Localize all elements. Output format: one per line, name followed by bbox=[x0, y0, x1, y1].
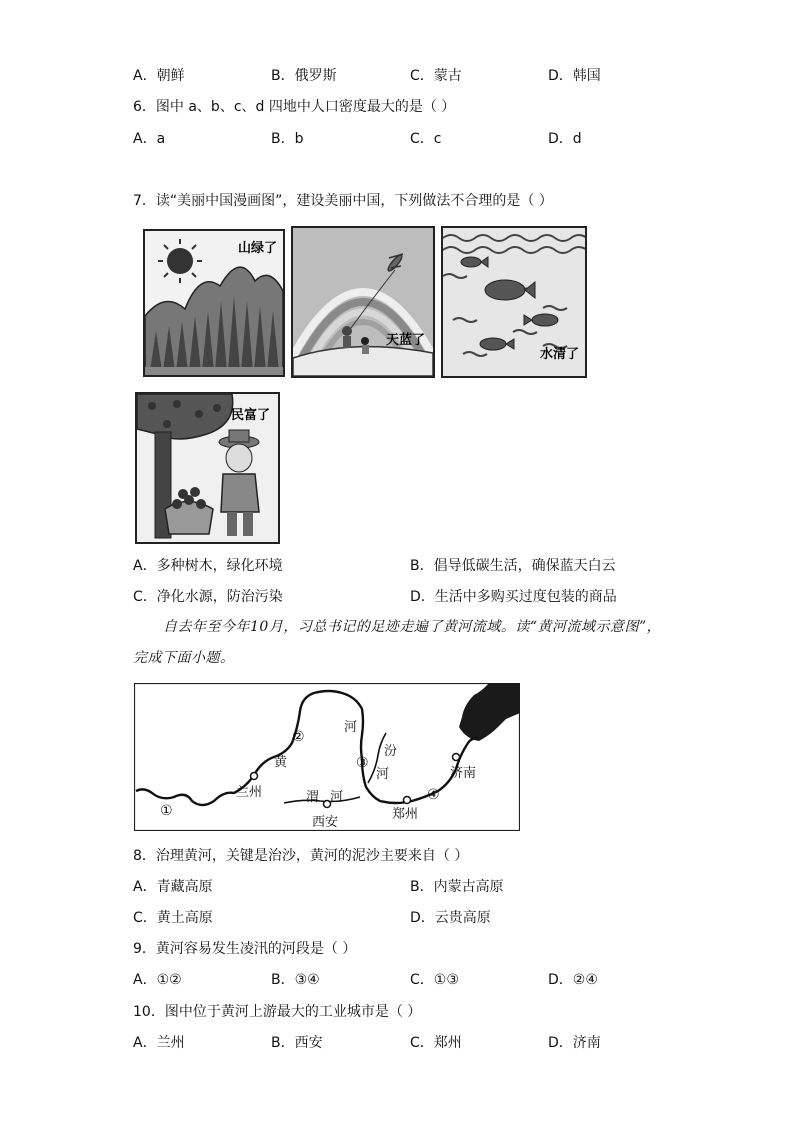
map-label-huang: 黄 bbox=[274, 755, 288, 770]
q10-option-c[interactable]: C．郑州 bbox=[410, 1035, 462, 1051]
cartoon-panel-mountains bbox=[143, 229, 285, 377]
map-label-fen-he: 河 bbox=[376, 767, 390, 782]
q9-option-d[interactable]: D．②④ bbox=[548, 972, 598, 988]
panel-caption-water: 水清了 bbox=[539, 347, 579, 362]
q6-option-a[interactable]: A．a bbox=[133, 131, 166, 147]
q8-option-c[interactable]: C．黄土高原 bbox=[133, 910, 213, 926]
map-label-zhengzhou: 郑州 bbox=[392, 807, 419, 822]
q9-option-a[interactable]: A．①② bbox=[133, 972, 182, 988]
q10-option-d[interactable]: D．济南 bbox=[548, 1035, 601, 1051]
rainbow-kite-illustration bbox=[293, 228, 433, 376]
q9-option-c[interactable]: C．①③ bbox=[410, 972, 459, 988]
map-label-n1: ① bbox=[160, 803, 173, 819]
q7-stem: 7．读“美丽中国漫画图”，建设美丽中国，下列做法不合理的是（ ） bbox=[133, 193, 553, 209]
panel-caption-farmer: 民富了 bbox=[230, 408, 270, 423]
intro-line-1: 自去年至今年10月，习总书记的足迹走遍了黄河流域。读“黄河流域示意图”， bbox=[163, 619, 662, 635]
q7-option-a[interactable]: A．多种树木，绿化环境 bbox=[133, 558, 283, 574]
q8-option-d[interactable]: D．云贵高原 bbox=[410, 910, 491, 926]
q7-option-b[interactable]: B．倡导低碳生活，确保蓝天白云 bbox=[410, 558, 616, 574]
q9-option-b[interactable]: B．③④ bbox=[271, 972, 320, 988]
map-label-n4: ④ bbox=[427, 787, 440, 803]
jinan-marker bbox=[453, 754, 460, 761]
map-label-jinan: 济南 bbox=[450, 766, 477, 781]
q8-option-a[interactable]: A．青藏高原 bbox=[133, 879, 213, 895]
cartoon-panel-sky bbox=[291, 226, 435, 378]
q10-option-b[interactable]: B．西安 bbox=[271, 1035, 323, 1051]
q6-option-c[interactable]: C．c bbox=[410, 131, 442, 147]
map-label-n3: ③ bbox=[356, 755, 369, 771]
q8-stem: 8．治理黄河，关键是治沙，黄河的泥沙主要来自（ ） bbox=[133, 848, 469, 864]
q5-option-a[interactable]: A．朝鲜 bbox=[133, 68, 185, 84]
map-label-lanzhou: 兰州 bbox=[236, 785, 263, 800]
q5-option-b[interactable]: B．俄罗斯 bbox=[271, 68, 337, 84]
q5-option-c[interactable]: C．蒙古 bbox=[410, 68, 462, 84]
map-label-n2: ② bbox=[292, 729, 305, 745]
map-label-wei-he: 河 bbox=[330, 790, 344, 805]
q7-option-c[interactable]: C．净化水源，防治污染 bbox=[133, 589, 283, 605]
map-label-xian: 西安 bbox=[312, 815, 339, 830]
intro-line-2: 完成下面小题。 bbox=[133, 650, 235, 666]
q8-option-b[interactable]: B．内蒙古高原 bbox=[410, 879, 504, 895]
q6-option-b[interactable]: B．b bbox=[271, 131, 304, 147]
q7-option-d[interactable]: D．生活中多购买过度包装的商品 bbox=[410, 589, 617, 605]
q10-option-a[interactable]: A．兰州 bbox=[133, 1035, 185, 1051]
q6-stem: 6．图中 a、b、c、d 四地中人口密度最大的是（ ） bbox=[133, 99, 456, 115]
panel-caption-mountains: 山绿了 bbox=[237, 241, 277, 256]
q6-option-d[interactable]: D．d bbox=[548, 131, 582, 147]
q5-option-d[interactable]: D．韩国 bbox=[548, 68, 601, 84]
zhengzhou-marker bbox=[404, 797, 411, 804]
map-label-he: 河 bbox=[344, 720, 358, 735]
cartoon-panel-farmer bbox=[135, 392, 280, 544]
q9-stem: 9．黄河容易发生凌汛的河段是（ ） bbox=[133, 941, 357, 957]
lanzhou-marker bbox=[251, 773, 258, 780]
map-label-wei: 渭 bbox=[306, 790, 320, 805]
panel-caption-sky: 天蓝了 bbox=[385, 333, 425, 348]
yellow-river-map bbox=[134, 683, 520, 831]
q10-stem: 10．图中位于黄河上游最大的工业城市是（ ） bbox=[133, 1004, 422, 1020]
cartoon-panel-water bbox=[441, 226, 587, 378]
map-label-fen: 汾 bbox=[384, 744, 398, 759]
